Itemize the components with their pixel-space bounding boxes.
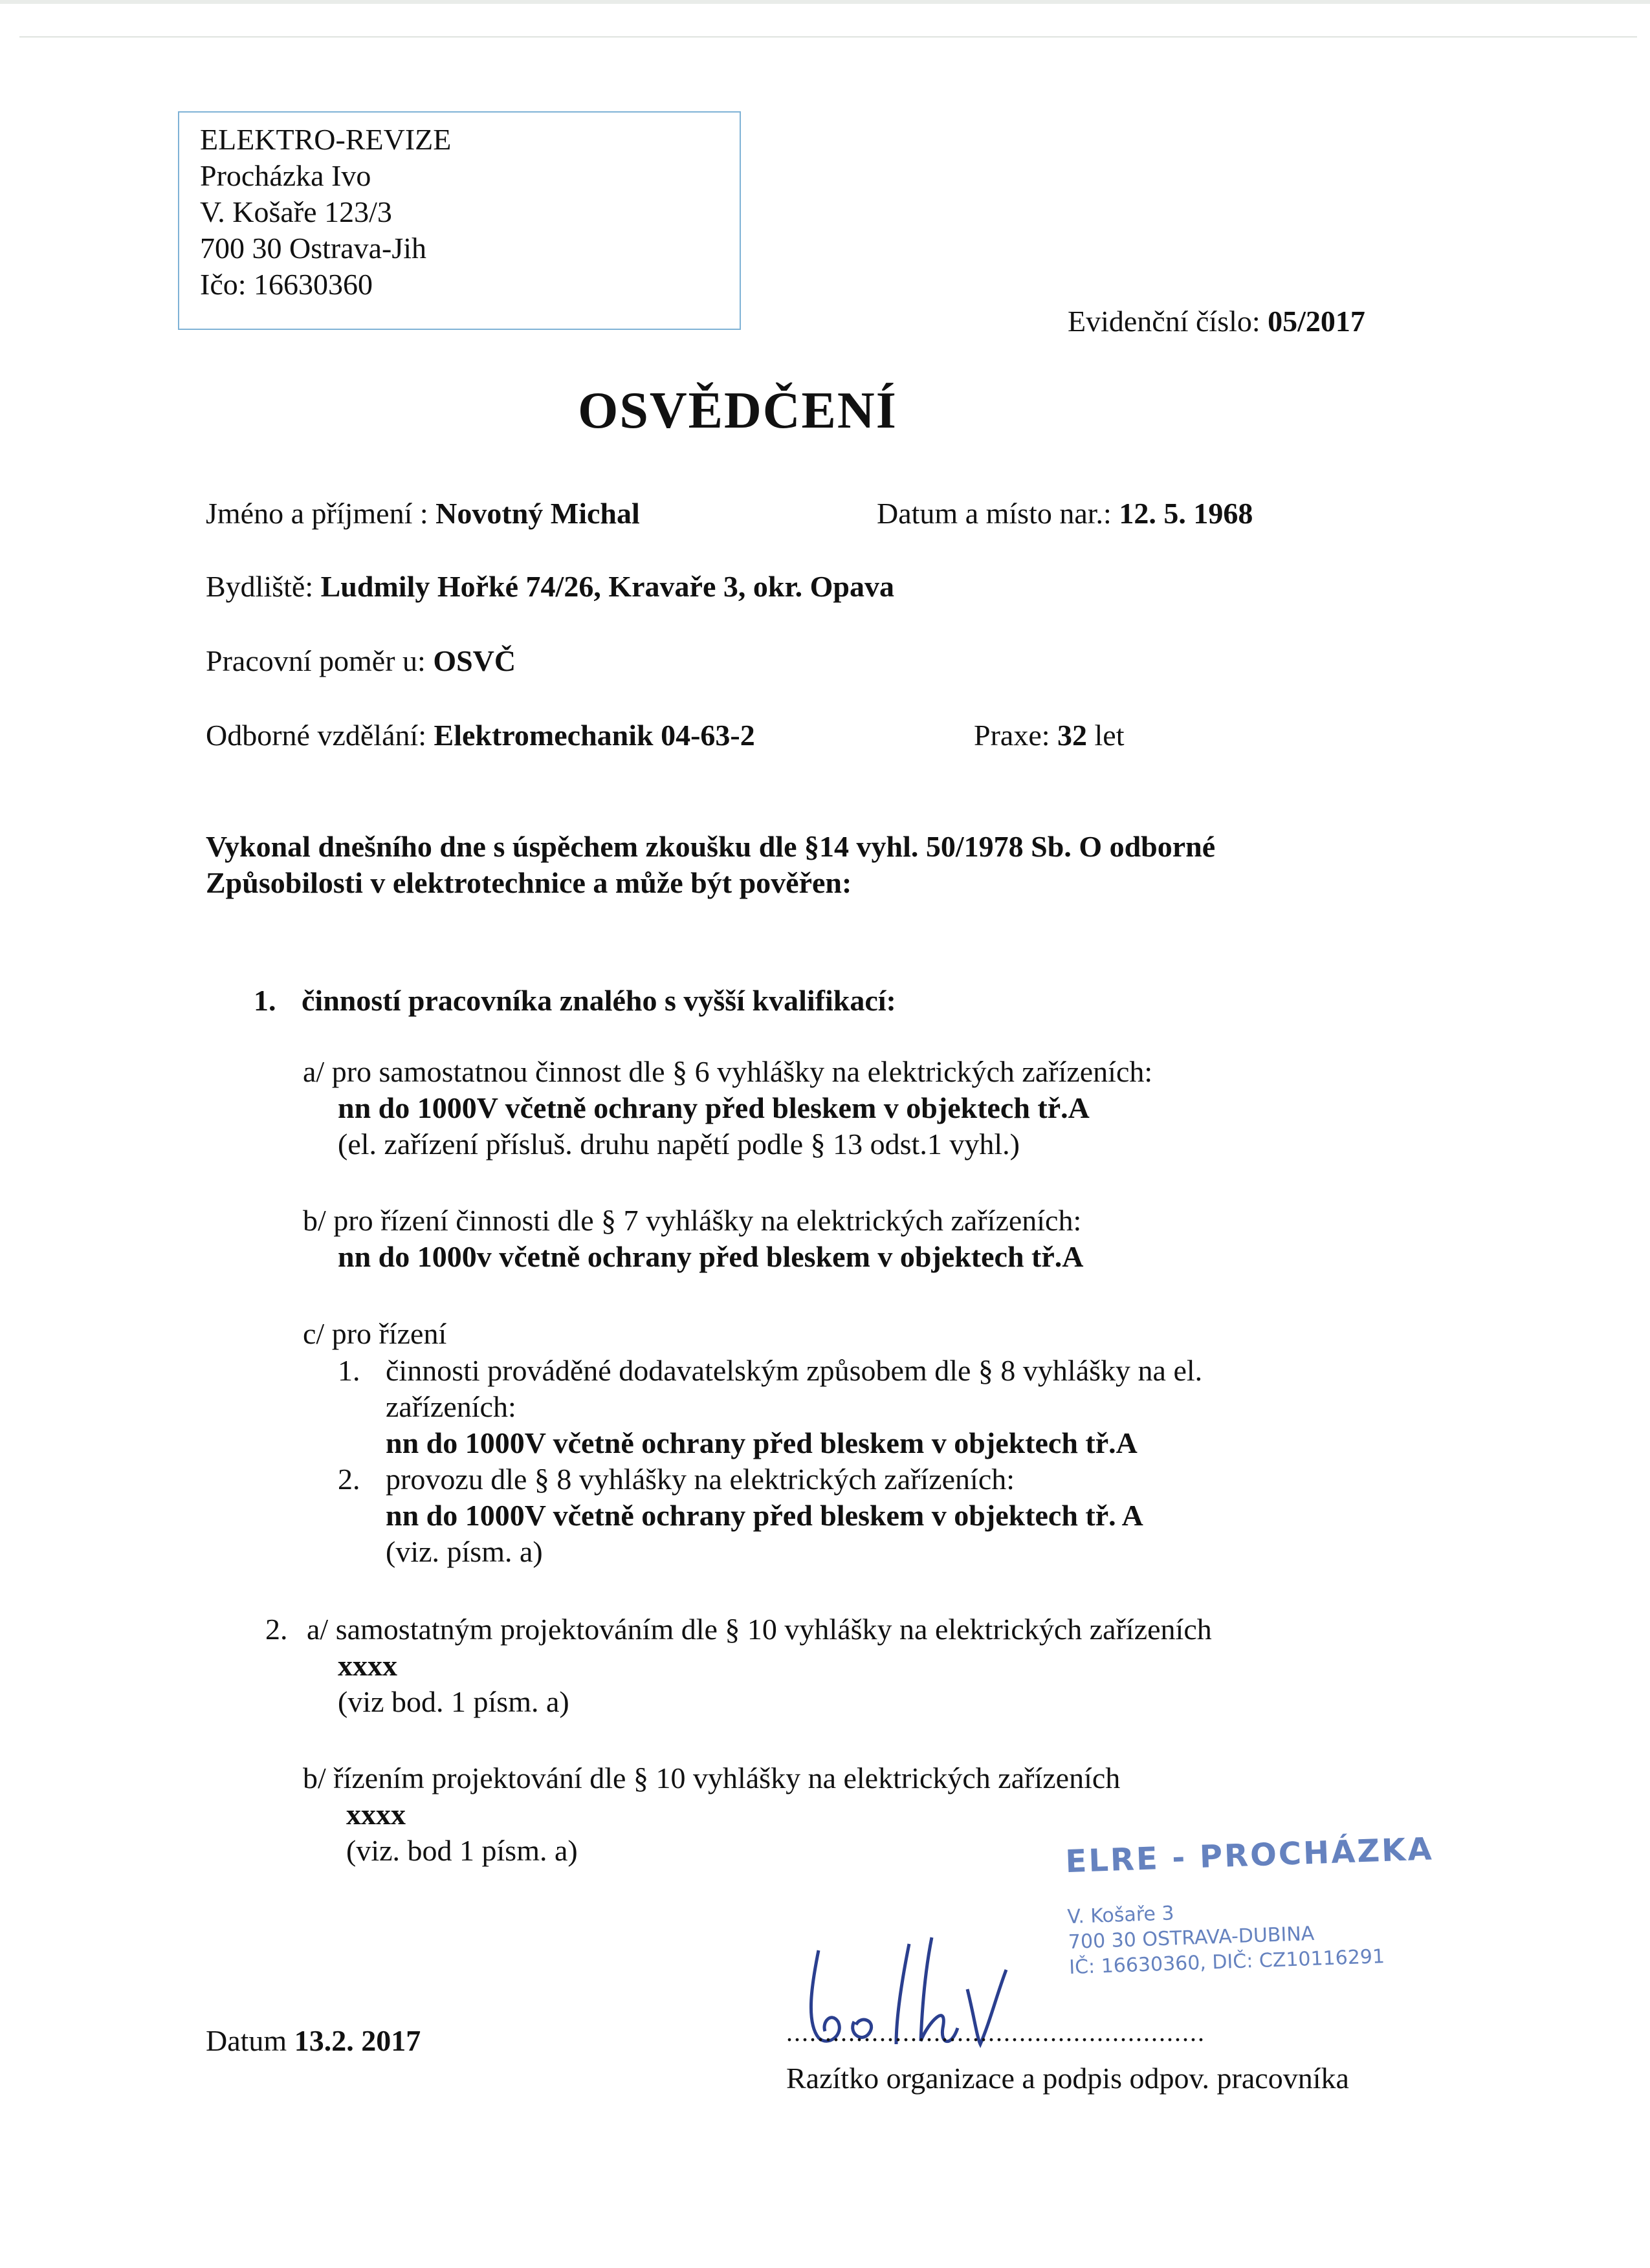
section2-b-line3: (viz. bod 1 písm. a) [346, 1834, 578, 1867]
section1-a-line1: a/ pro samostatnou činnost dle § 6 vyhlášky na elektrických zařízeních: [303, 1055, 1153, 1088]
section1-c1-line1: činnosti prováděné dodavatelským způsobem dle § 8 vyhlášky na el. [386, 1354, 1203, 1387]
residence-row [206, 569, 894, 604]
stamp-line-2: V. Košaře 3 [1066, 1902, 1175, 1929]
page-title: OSVĚDČENÍ [578, 382, 897, 439]
section2-number: 2. [265, 1613, 288, 1646]
section1-c-line1: c/ pro řízení [303, 1317, 447, 1350]
section1-c1-line2: zařízeních: [386, 1390, 516, 1423]
section1-c1-line3: nn do 1000V včetně ochrany před bleskem v objektech tř.A [386, 1426, 1138, 1459]
stamp-line-4: IČ: 16630360, DIČ: CZ10116291 [1068, 1945, 1385, 1979]
section2-b-line2: xxxx [346, 1798, 406, 1831]
name-row [206, 496, 640, 530]
stamp-line-3: 700 30 OSTRAVA-DUBINA [1068, 1922, 1315, 1954]
practice-value: 32 [1057, 719, 1088, 752]
evidence-value: 05/2017 [1268, 305, 1365, 338]
evidence-number [1068, 304, 1365, 338]
section2-a-line2: xxxx [338, 1649, 397, 1682]
section1-b-line1: b/ pro řízení činnosti dle § 7 vyhlášky na elektrických zařízeních: [303, 1204, 1082, 1237]
name-value: Novotný Michal [435, 497, 640, 530]
practice-unit: let [1094, 719, 1125, 752]
intro-line-1: Vykonal dnešního dne s úspěchem zkoušku dle §14 vyhl. 50/1978 Sb. O odborné [206, 830, 1216, 863]
section1-a-line3: (el. zařízení přísluš. druhu napětí podle § 13 odst.1 vyhl.) [338, 1128, 1020, 1161]
evidence-label: Evidenční číslo: [1068, 305, 1260, 338]
date-value: 13.2. 2017 [294, 2024, 421, 2057]
sender-city: 700 30 Ostrava-Jih [200, 232, 427, 265]
education-value: Elektromechanik 04-63-2 [434, 719, 755, 752]
education-label: Odborné vzdělání: [206, 719, 427, 752]
organization-stamp [1065, 1831, 1446, 2012]
section1-number: 1. [254, 984, 276, 1017]
sender-street: V. Košaře 123/3 [200, 195, 392, 228]
section1-c2-line1: provozu dle § 8 vyhlášky na elektrických zařízeních: [386, 1463, 1015, 1496]
top-border [0, 0, 1650, 4]
employment-label: Pracovní poměr u: [206, 644, 426, 677]
practice-row [974, 718, 1125, 752]
residence-label: Bydliště: [206, 570, 314, 603]
sender-name: Procházka Ivo [200, 159, 371, 192]
education-row [206, 718, 755, 752]
section1-c2-line3: (viz. písm. a) [386, 1535, 543, 1568]
section2-a-line3: (viz bod. 1 písm. a) [338, 1685, 569, 1718]
date-row [206, 2023, 421, 2058]
section1-c2-line2: nn do 1000V včetně ochrany před bleskem v objektech tř. A [386, 1499, 1143, 1532]
sender-address-box [178, 111, 741, 330]
date-label: Datum [206, 2024, 287, 2057]
employment-value: OSVČ [433, 644, 516, 677]
intro-line-2: Způsobilosti v elektrotechnice a může být pověřen: [206, 866, 852, 899]
residence-value: Ludmily Hořké 74/26, Kravaře 3, okr. Opava [320, 570, 895, 603]
top-rule [19, 36, 1637, 38]
section1-a-line2: nn do 1000V včetně ochrany před bleskem v objektech tř.A [338, 1091, 1090, 1124]
signature-caption: Razítko organizace a podpis odpov. pracovníka [786, 2062, 1349, 2095]
sender-company: ELEKTRO-REVIZE [200, 123, 452, 156]
birth-label: Datum a místo nar.: [877, 497, 1112, 530]
section1-heading: činností pracovníka znalého s vyšší kvalifikací: [302, 984, 896, 1017]
section1-c2-number: 2. [338, 1463, 360, 1496]
section2-b-line1: b/ řízením projektování dle § 10 vyhlášky na elektrických zařízeních [303, 1761, 1121, 1794]
birth-row [877, 496, 1253, 530]
birth-value: 12. 5. 1968 [1119, 497, 1253, 530]
sender-ico: Ičo: 16630360 [200, 268, 373, 301]
practice-label: Praxe: [974, 719, 1050, 752]
section2-a-line1: a/ samostatným projektováním dle § 10 vyhlášky na elektrických zařízeních [307, 1613, 1212, 1646]
signature-dotted-line: ...................................................... [786, 2018, 1205, 2047]
section1-b-line2: nn do 1000v včetně ochrany před bleskem v objektech tř.A [338, 1240, 1084, 1273]
name-label: Jméno a příjmení : [206, 497, 428, 530]
section1-c1-number: 1. [338, 1354, 360, 1387]
stamp-line-1: ELRE - PROCHÁZKA [1064, 1831, 1435, 1881]
employment-row [206, 644, 516, 678]
